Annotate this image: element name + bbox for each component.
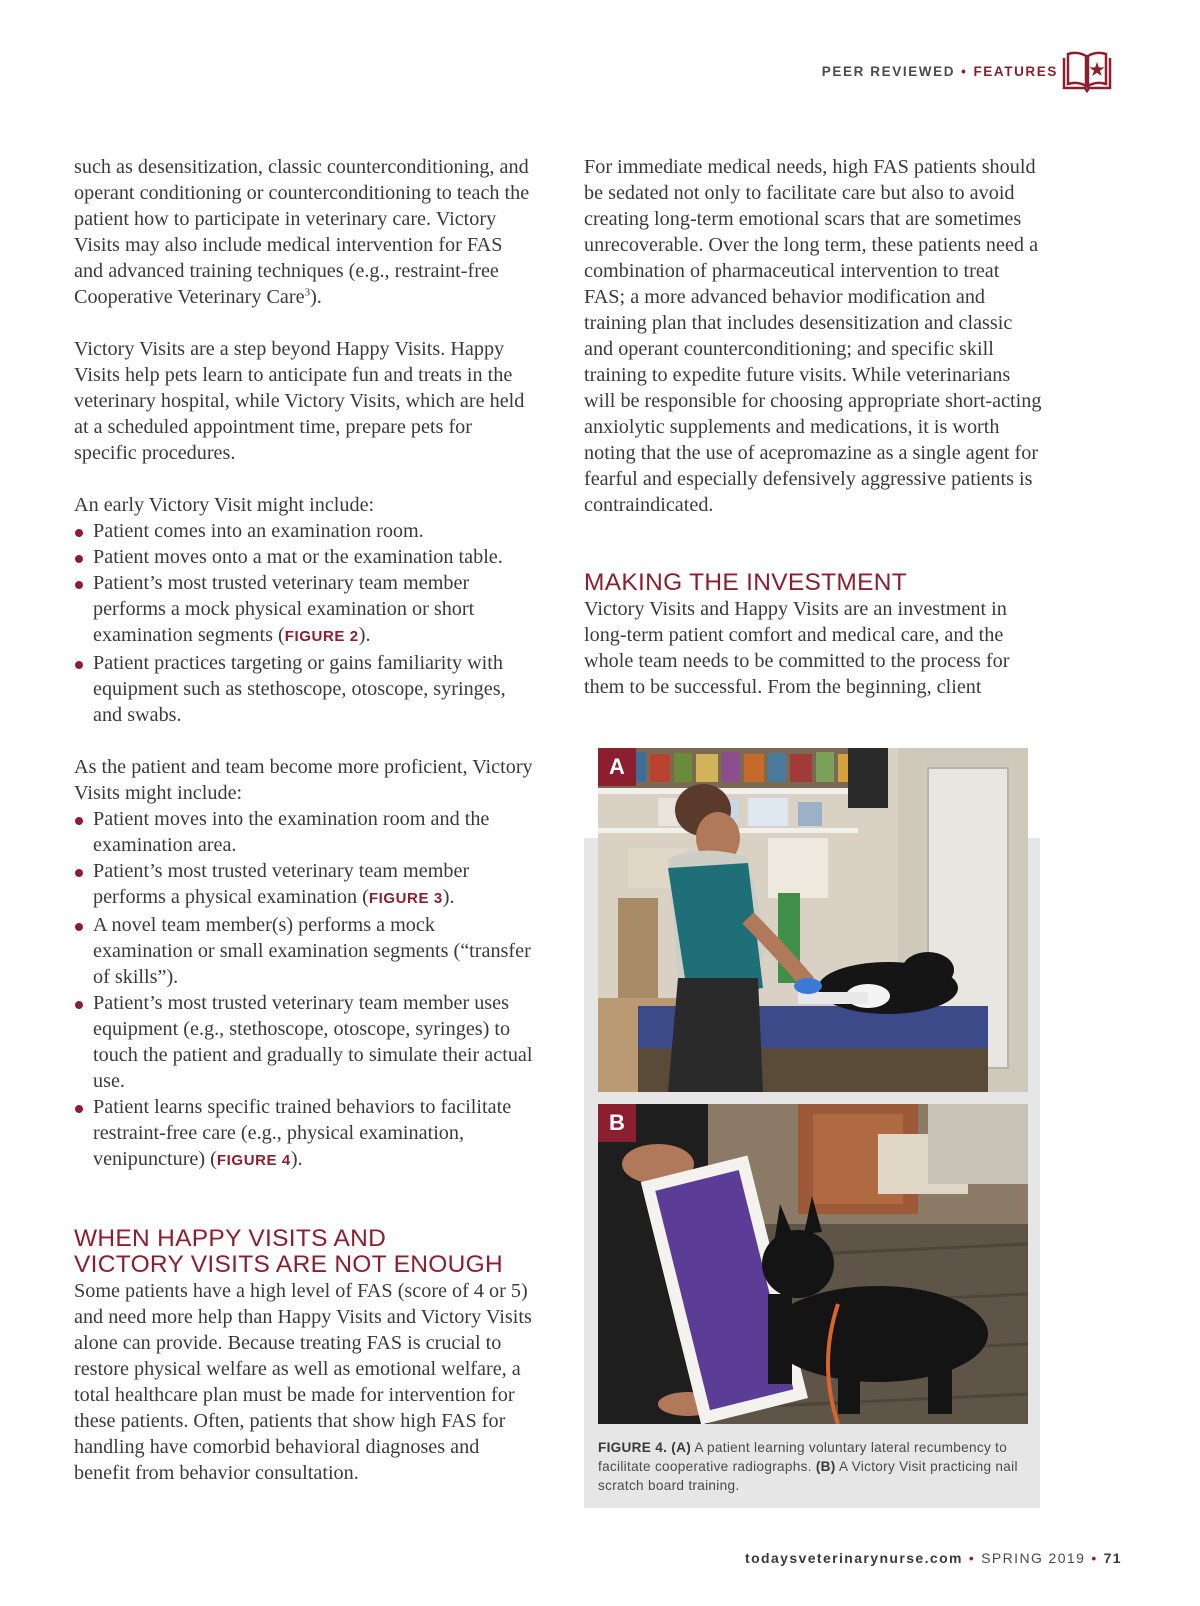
list-intro: As the patient and team become more proficient, Victory Visits might include: [74,756,533,804]
bullet-list [74,518,534,728]
category-label: FEATURES [973,64,1058,79]
paragraph: Victory Visits are a step beyond Happy Visits. Happy Visits help pets learn to anticipate fun and treats in the veterinary hospital, while Victory Visits, which are held at a scheduled appointment time, prepare pets for specific procedures. [74,338,525,464]
list-item: Patient moves onto a mat or the examination table. [74,544,534,570]
list-item: Patient’s most trusted veterinary team member uses equipment (e.g., stethoscope, otoscope, syringes) to touch the patient and gradually to simulate their actual use. [74,990,534,1094]
list-item: A novel team member(s) performs a mock examination or small examination segments (“transfer of skills”). [74,912,534,990]
bullet-list [74,806,534,1174]
book-star-icon [1060,50,1114,94]
figure-reference-link[interactable]: FIGURE 2 [284,628,359,645]
figure-photo-a [598,748,1028,1092]
figure-photo-b [598,1104,1028,1424]
website-link[interactable]: todaysveterinarynurse.com [745,1550,963,1566]
running-header [822,64,1058,79]
caption-label: FIGURE 4. [598,1440,668,1455]
section-heading: MAKING THE INVESTMENT [584,569,908,596]
list-item: Patient comes into an examination room. [74,518,534,544]
issue-label: SPRING 2019 [981,1550,1086,1566]
paragraph: Victory Visits and Happy Visits are an investment in long-term patient comfort and medical care, and the whole team needs to be committed to the process for them to be successful. From the beginning, client [584,598,1010,698]
figure-reference-link[interactable]: FIGURE 3 [368,890,443,907]
page-footer: todaysveterinarynurse.com • SPRING 2019 • 71 [745,1550,1122,1566]
list-item: Patient’s most trusted veterinary team member performs a physical examination (FIGURE 3). [74,858,534,912]
page-number: 71 [1103,1550,1122,1566]
figure-reference-link[interactable]: FIGURE 4 [216,1152,291,1169]
panel-label-b: B [598,1104,636,1142]
right-column [584,154,1044,700]
list-intro: An early Victory Visit might include: [74,494,375,516]
left-column [74,154,534,1512]
citation-superscript: 3 [304,286,311,299]
list-item: Patient’s most trusted veterinary team member performs a mock physical examination or short examination segments (FIGURE 2). [74,570,534,650]
list-item: Patient moves into the examination room and the examination area. [74,806,534,858]
list-item: Patient practices targeting or gains familiarity with equipment such as stethoscope, otoscope, syringes, and swabs. [74,650,534,728]
section-heading: WHEN HAPPY VISITS AND VICTORY VISITS ARE NOT ENOUGH [74,1225,503,1278]
paragraph: For immediate medical needs, high FAS patients should be sedated not only to facilitate care but also to avoid creating long-term emotional scars that are sometimes unrecoverable. Over the long term, these patients need a combination of pharmaceutical intervention to treat FAS; a more advanced behavior modification and training plan that includes desensitization and classic and operant counterconditioning; and specific skill training to expedite future visits. While veterinarians will be responsible for choosing appropriate short-acting anxiolytic supplements and medications, it is worth noting that the use of acepromazine as a single agent for fearful and especially defensively aggressive patients is contraindicated. [584,156,1042,516]
header-separator: • [961,64,968,79]
figure-caption: FIGURE 4. (A) A patient learning voluntary lateral recumbency to facilitate cooperative radiographs. (B) A Victory Visit practicing nail scratch board training. [598,1440,1018,1493]
paragraph: such as desensitization, classic counterconditioning, and operant conditioning or counterconditioning to teach the patient how to participate in veterinary care. Victory Visits may also include medical intervention for FAS and advanced training techniques (e.g., restraint-free Cooperative Veterinary Care$^3$). [74,156,530,308]
panel-label-a: A [598,748,636,786]
list-item: Patient learns specific trained behaviors to facilitate restraint-free care (e.g., physical examination, venipuncture) (FIGURE 4). [74,1094,534,1174]
paragraph: Some patients have a high level of FAS (score of 4 or 5) and need more help than Happy Visits and Victory Visits alone can provide. Because treating FAS is crucial to restore physical welfare as well as emotional welfare, a total healthcare plan must be made for intervention for these patients. Often, patients that show high FAS for handling have comorbid behavioral diagnoses and benefit from behavior consultation. [74,1280,532,1484]
section-label: PEER REVIEWED [821,64,956,79]
